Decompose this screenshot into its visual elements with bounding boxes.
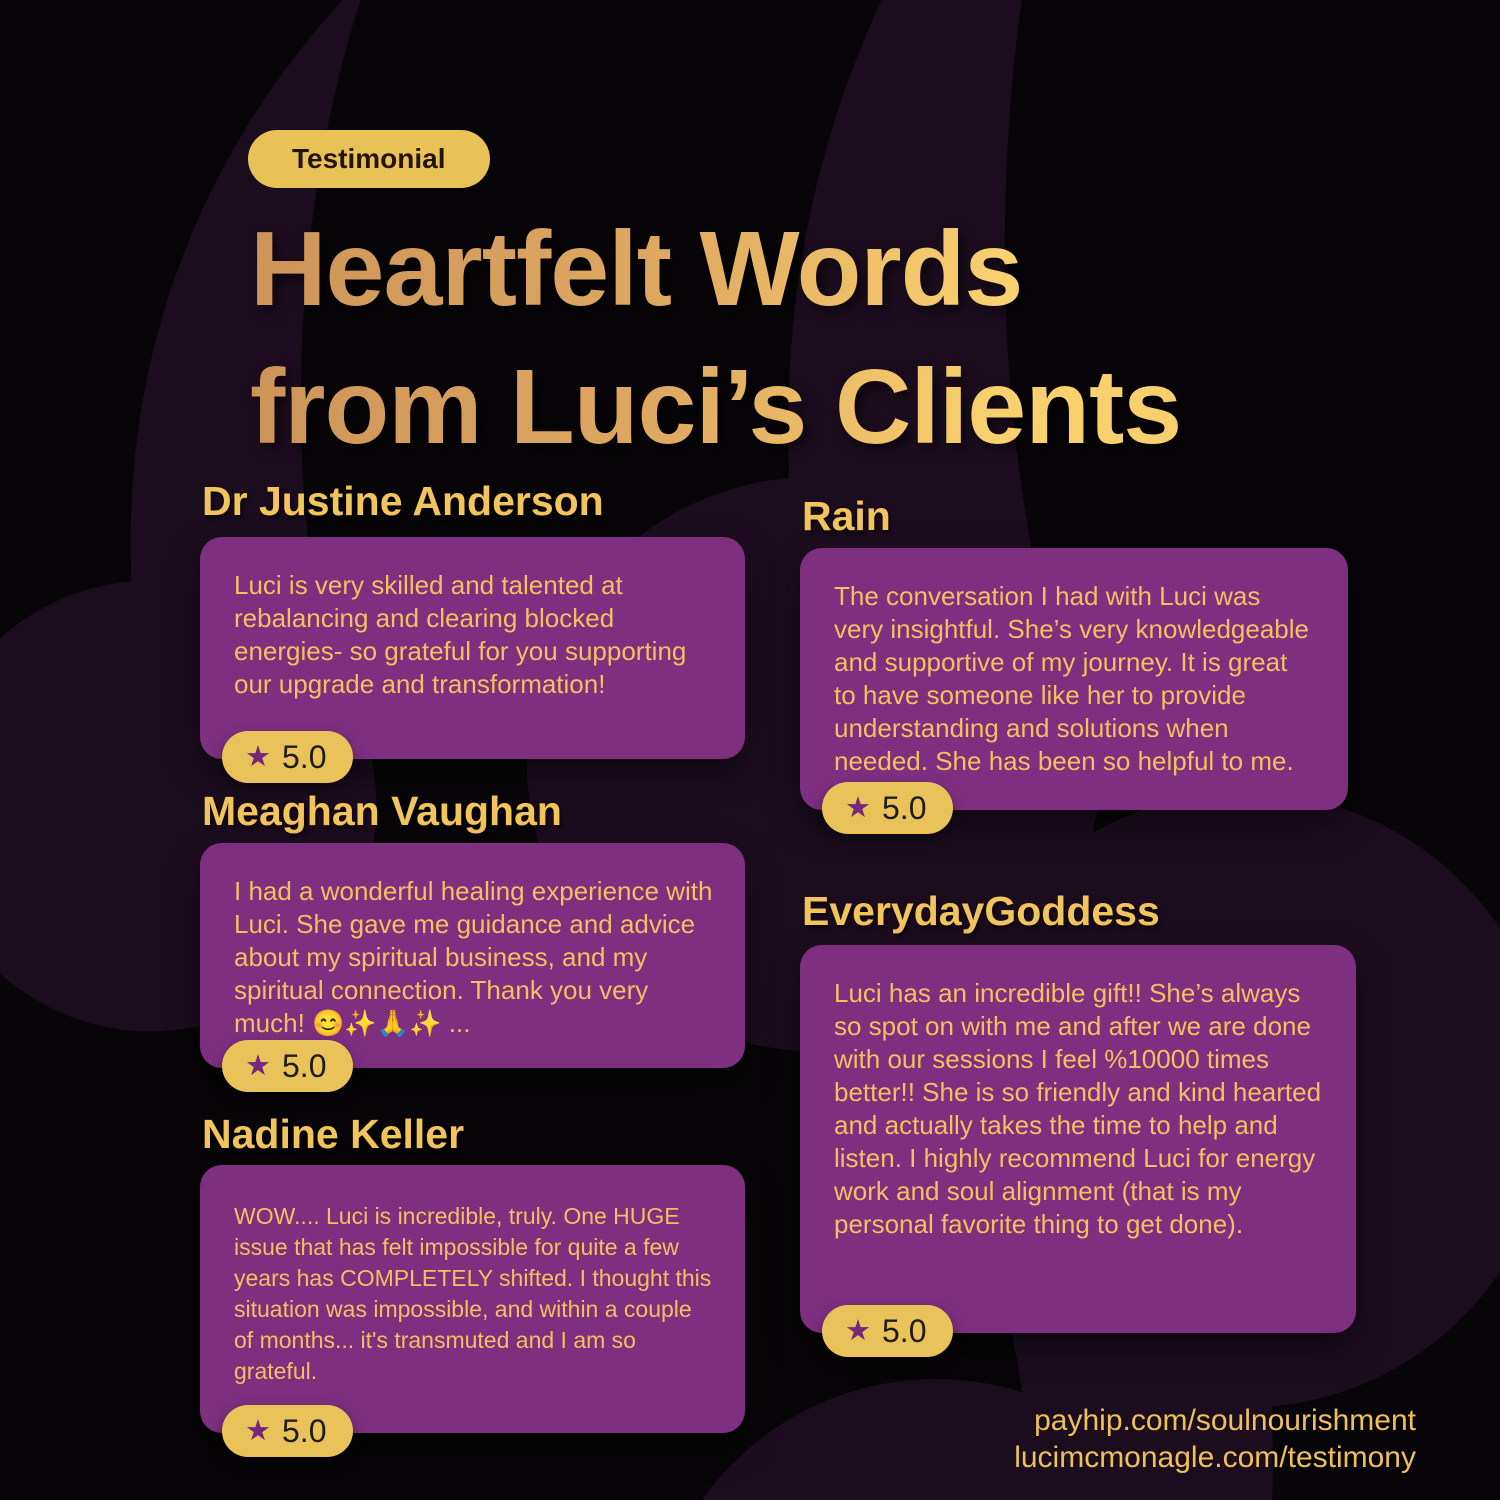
testimonial-card [200, 1165, 745, 1449]
testimonial-tag [248, 130, 490, 188]
client-name: Meaghan Vaughan [202, 788, 562, 834]
testimonial-rain [800, 493, 1348, 826]
rating-badge [822, 1305, 953, 1357]
rating-value: 5.0 [282, 738, 327, 775]
page-title-line2: from Luci’s Clients [250, 348, 1182, 466]
rating-value: 5.0 [882, 1312, 927, 1349]
footer-link-testimony: lucimcmonagle.com/testimony [1014, 1441, 1416, 1474]
star-icon: ★ [845, 1314, 871, 1347]
testimonial-quote: WOW.... Luci is incredible, truly. One HUGE issue that has felt impossible for quite a few years has COMPLETELY shifted. I thought this situation was impossible, and within a couple of months... it's transmuted and I am so grateful. [234, 1203, 712, 1384]
page-title [250, 200, 1460, 476]
client-name: Nadine Keller [202, 1111, 465, 1157]
star-icon: ★ [245, 1049, 271, 1082]
testimonial-everydaygoddess [800, 888, 1356, 1349]
testimonial-card [800, 548, 1348, 826]
testimonial-justine-anderson [200, 478, 745, 775]
testimonial-quote: The conversation I had with Luci was very insightful. She’s very knowledgeable and supportive of my journey. It is great to have someone like her to provide understanding and solutions when needed. She has been so helpful to me. [834, 581, 1310, 776]
rating-badge [222, 1040, 353, 1092]
rating-value: 5.0 [282, 1047, 327, 1084]
star-icon: ★ [245, 740, 271, 773]
testimonial-tag-label: Testimonial [292, 143, 446, 174]
client-name: EverydayGoddess [802, 888, 1160, 934]
footer-links [1014, 1402, 1416, 1476]
footer-link-payhip: payhip.com/soulnourishment [1034, 1404, 1416, 1437]
client-name: Dr Justine Anderson [202, 478, 604, 524]
rating-badge [822, 782, 953, 834]
client-name: Rain [802, 493, 891, 539]
testimonial-quote: Luci is very skilled and talented at rebalancing and clearing blocked energies- so grateful for you supporting our upgrade and transformation! [234, 570, 687, 699]
testimonial-nadine-keller [200, 1111, 745, 1449]
rating-badge [222, 731, 353, 783]
star-icon: ★ [245, 1414, 271, 1447]
rating-badge [222, 1405, 353, 1457]
rating-value: 5.0 [882, 789, 927, 826]
page-title-line1: Heartfelt Words [250, 210, 1023, 328]
testimonial-card [200, 537, 745, 775]
testimonial-card [800, 945, 1356, 1349]
testimonial-quote: I had a wonderful healing experience with Luci. She gave me guidance and advice about my spiritual business, and my spiritual connection. Thank you very much! 😊✨🙏✨ ... [234, 876, 713, 1038]
star-icon: ★ [845, 791, 871, 824]
rating-value: 5.0 [282, 1412, 327, 1449]
testimonial-card [200, 843, 745, 1084]
testimonial-meaghan-vaughan [200, 788, 745, 1084]
testimonial-quote: Luci has an incredible gift!! She’s always so spot on with me and after we are done with our sessions I feel %10000 times better!! She is so friendly and kind hearted and actually takes the time to help and listen. I highly recommend Luci for energy work and soul alignment (that is my personal favorite thing to get done). [834, 978, 1322, 1239]
